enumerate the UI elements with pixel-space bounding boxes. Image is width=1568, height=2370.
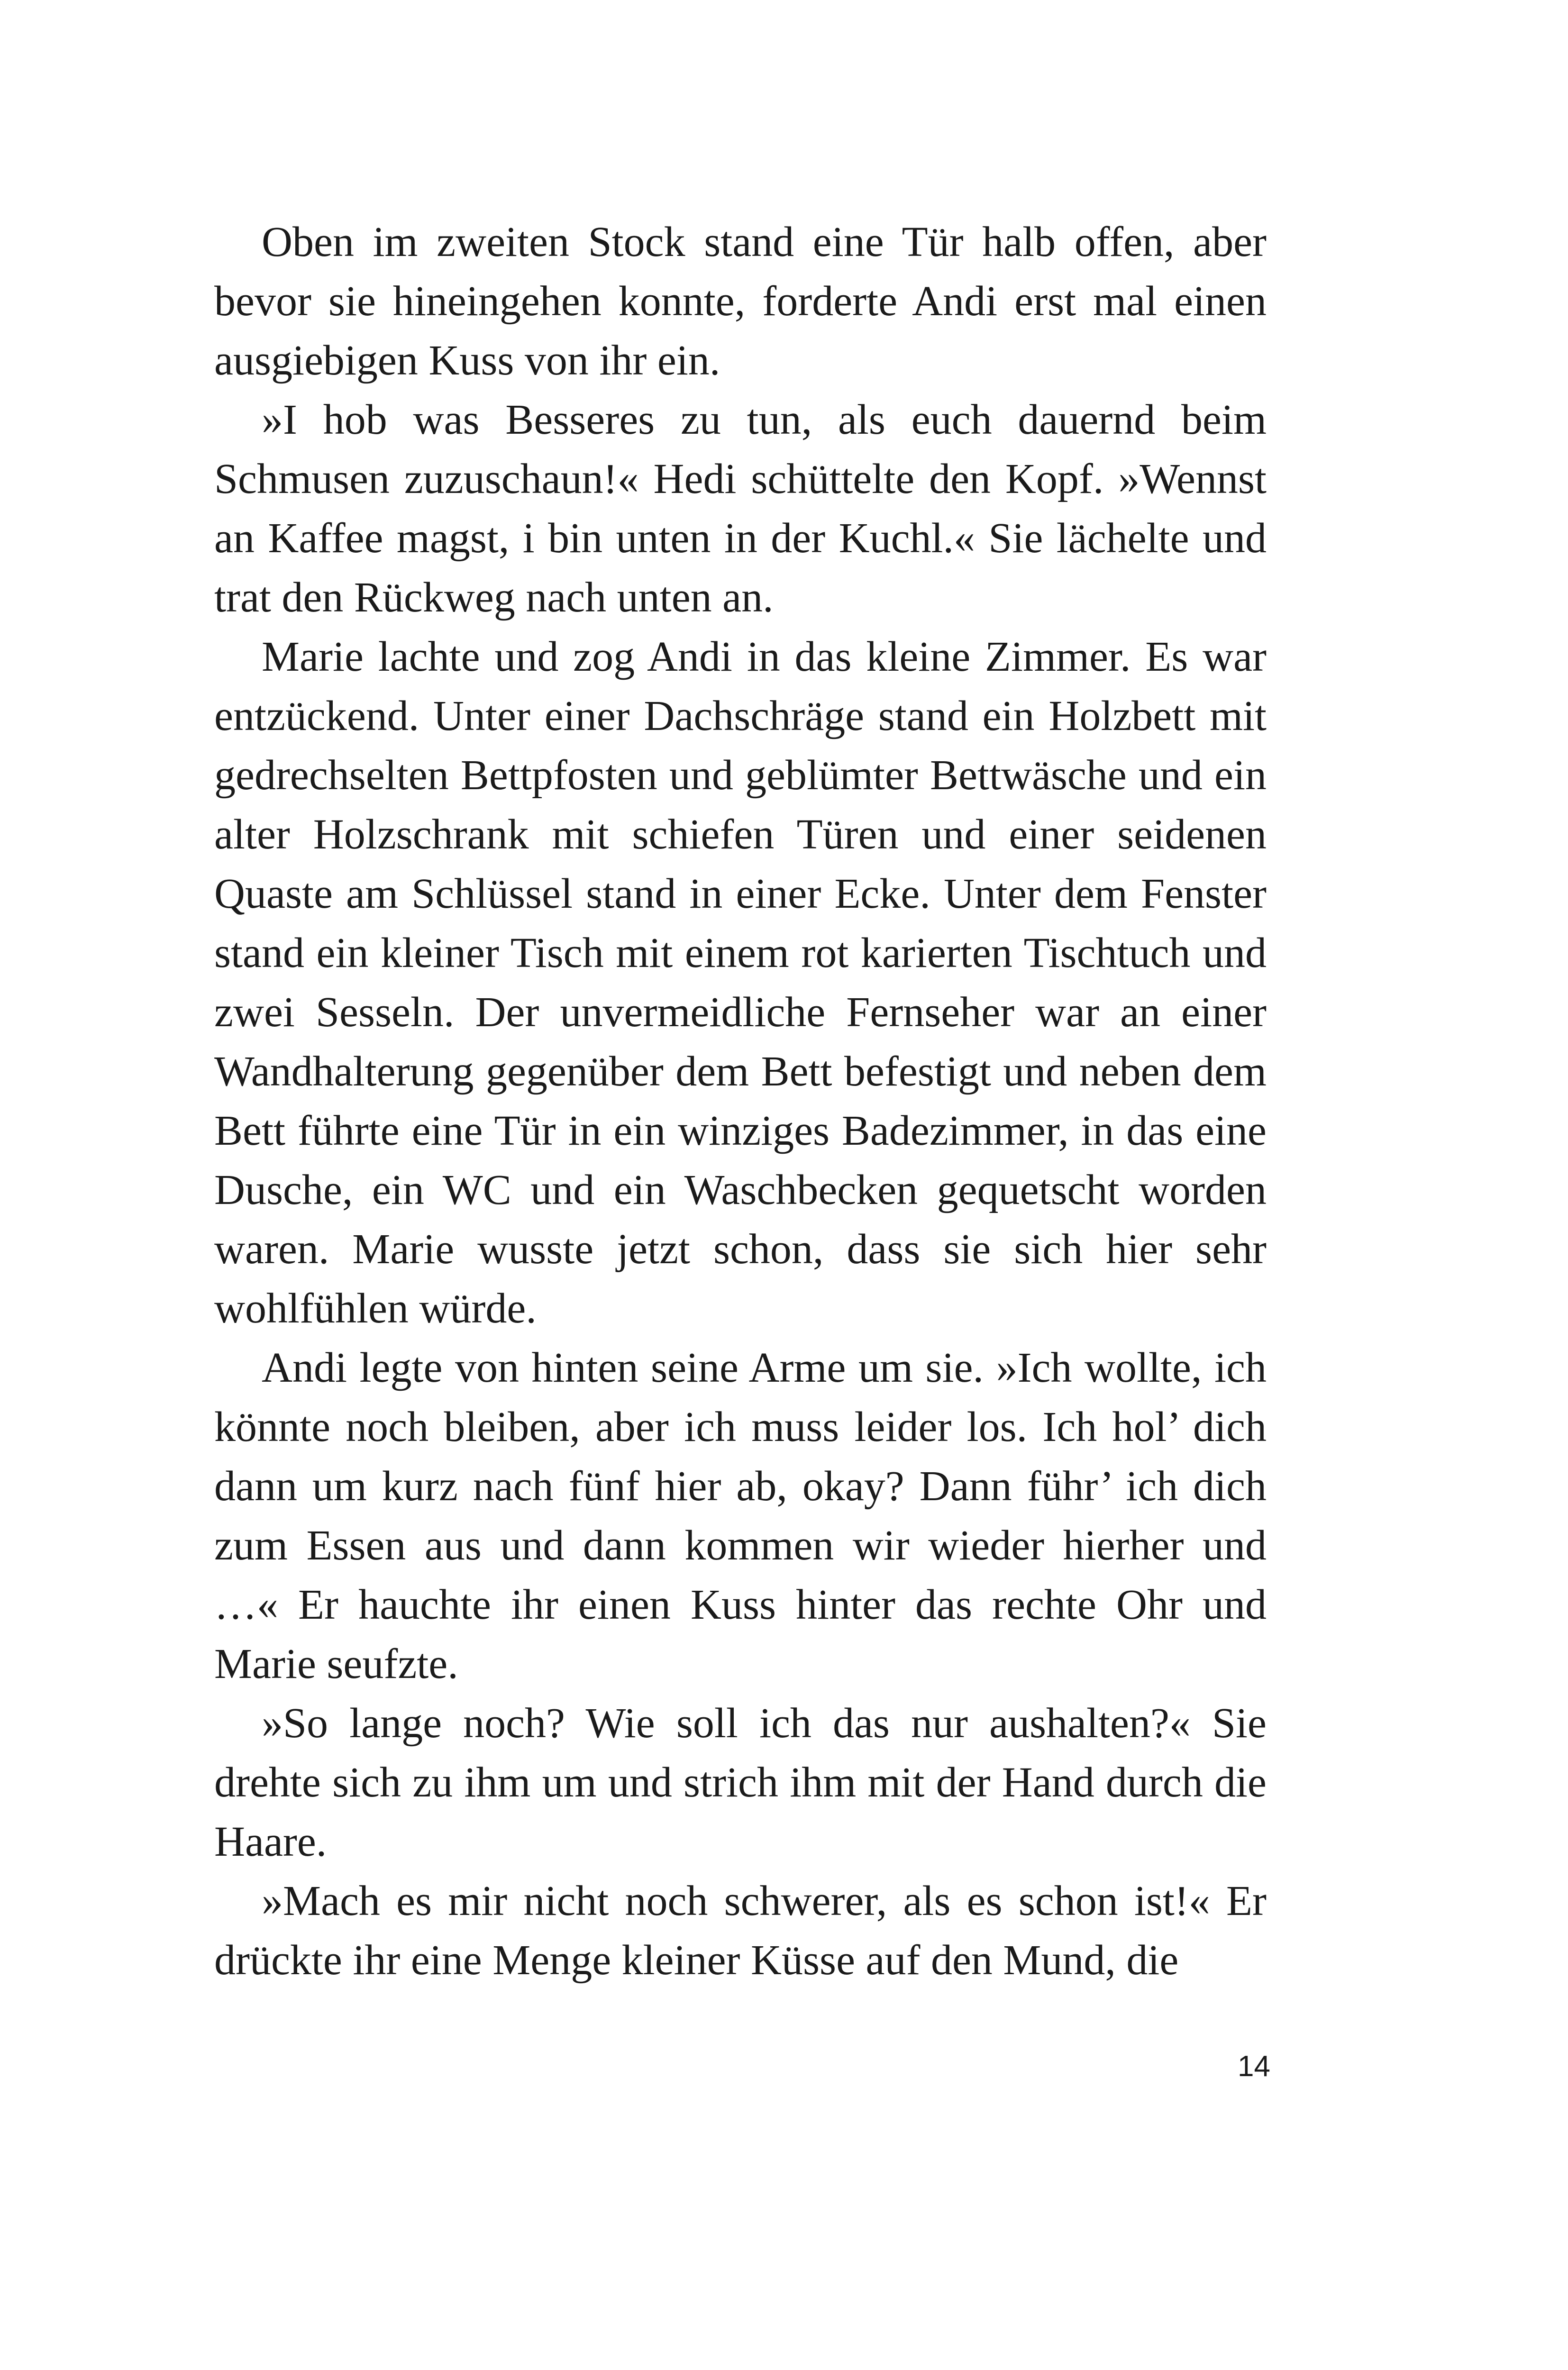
paragraph: »I hob was Besseres zu tun, als euch dauernd beim Schmusen zuzuschaun!« Hedi schüttelte den Kopf. »Wennst an Kaffee magst, i bin unten in der Kuchl.« Sie lächelte und trat den Rückweg nach unten an. bbox=[214, 396, 1267, 621]
paragraph: »So lange noch? Wie soll ich das nur aushalten?« Sie drehte sich zu ihm um und strich ihm mit der Hand durch die Haare. bbox=[214, 1700, 1267, 1865]
paragraph: »Mach es mir nicht noch schwerer, als es schon ist!« Er drückte ihr eine Menge kleiner Küsse auf den Mund, die bbox=[214, 1878, 1267, 1984]
paragraph: Andi legte von hinten seine Arme um sie. »Ich wollte, ich könnte noch bleiben, aber ich muss leider los. Ich hol’ dich dann um kurz nach fünf hier ab, okay? Dann führ’ ich dich zum Essen aus und dann kommen wir wieder hierher und …« Er hauchte ihr einen Kuss hinter das rechte Ohr und Marie seufzte. bbox=[214, 1344, 1267, 1687]
paragraph: Marie lachte und zog Andi in das kleine Zimmer. Es war entzückend. Unter einer Dachschräge stand ein Holzbett mit gedrechselten Bettpfosten und geblümter Bettwäsche und ein alter Holzschrank mit schiefen Türen und einer seidenen Quaste am Schlüssel stand in einer Ecke. Unter dem Fenster stand ein kleiner Tisch mit einem rot karierten Tischtuch und zwei Sesseln. Der unvermeidliche Fernseher war an einer Wandhalterung gegenüber dem Bett befestigt und neben dem Bett führte eine Tür in ein winziges Badezimmer, in das eine Dusche, ein WC und ein Waschbecken gequetscht worden waren. Marie wusste jetzt schon, dass sie sich hier sehr wohlfühlen würde. bbox=[214, 633, 1267, 1332]
paragraph: Oben im zweiten Stock stand eine Tür halb offen, aber bevor sie hineingehen konnte, forderte Andi erst mal einen ausgiebigen Kuss von ihr ein. bbox=[214, 219, 1267, 384]
body-text bbox=[214, 212, 1267, 1990]
page-number: 14 bbox=[1238, 2050, 1270, 2083]
